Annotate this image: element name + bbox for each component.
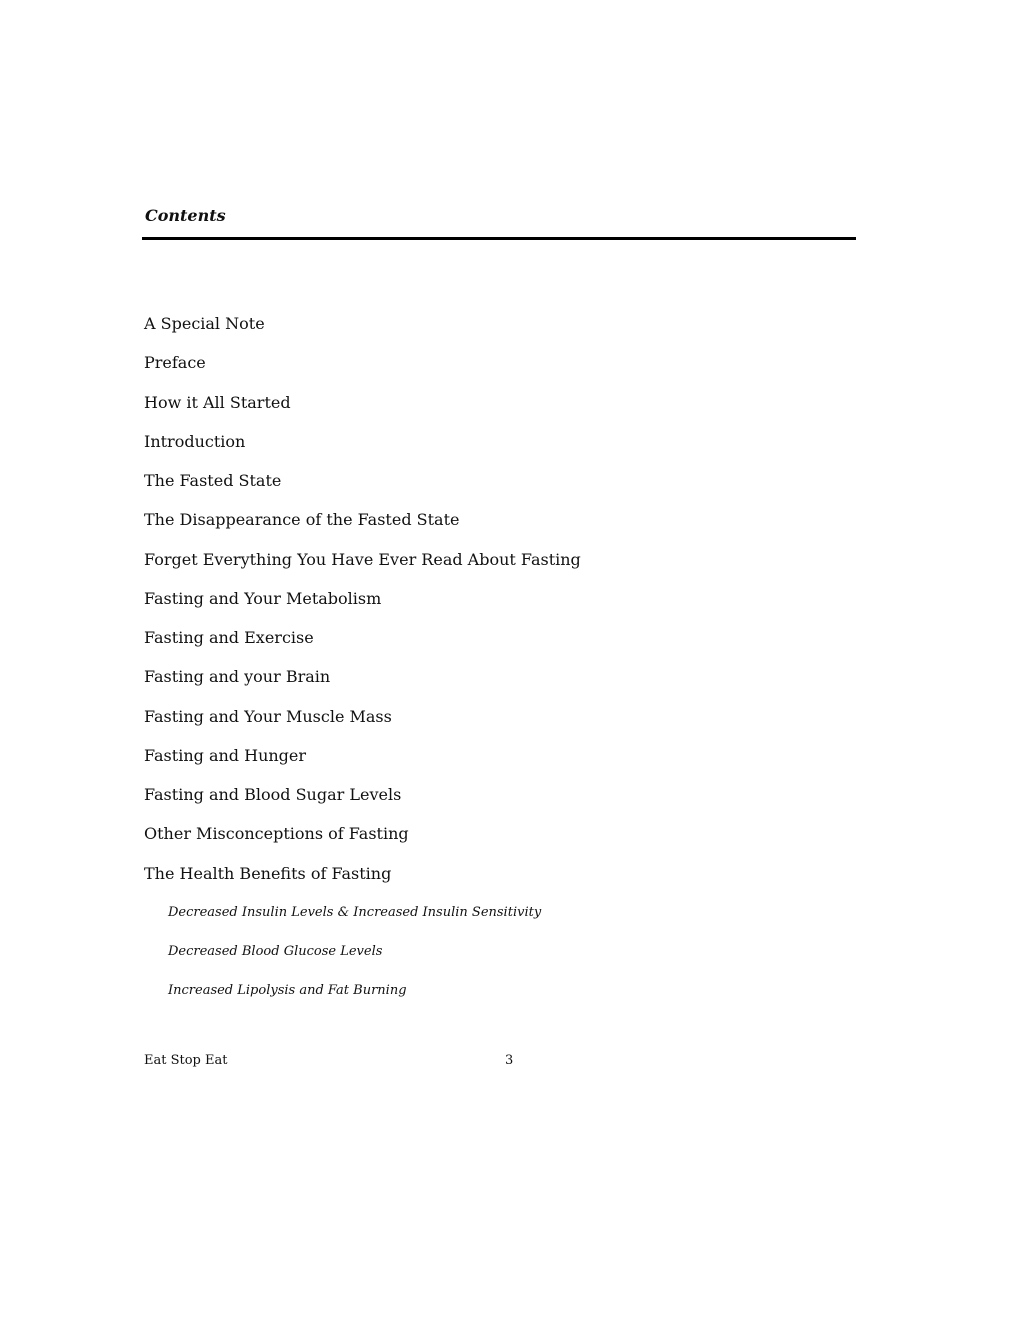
toc-subitem[interactable]: Increased Lipolysis and Fat Burning [168, 983, 407, 999]
footer-page-number: 3 [505, 1053, 514, 1068]
heading-rule [142, 237, 856, 240]
toc-item[interactable]: Fasting and Your Metabolism [144, 588, 382, 608]
footer-book-title: Eat Stop Eat [144, 1053, 228, 1068]
toc-subitem[interactable]: Decreased Insulin Levels & Increased Insulin Sensitivity [168, 904, 542, 920]
toc-item[interactable]: Fasting and Your Muscle Mass [144, 706, 392, 726]
toc-item[interactable]: Introduction [144, 431, 246, 451]
toc-item[interactable]: How it All Started [144, 392, 291, 412]
toc-item[interactable]: Fasting and your Brain [144, 667, 331, 687]
toc-item[interactable]: Fasting and Exercise [144, 628, 314, 647]
toc-item[interactable]: Other Misconceptions of Fasting [144, 824, 409, 844]
contents-heading: Contents [145, 206, 226, 225]
toc-item[interactable]: The Disappearance of the Fasted State [144, 510, 460, 530]
toc-item[interactable]: A Special Note [144, 314, 265, 333]
toc-item[interactable]: Fasting and Hunger [144, 745, 307, 765]
toc-item[interactable]: The Health Benefits of Fasting [144, 863, 392, 883]
toc-item[interactable]: The Fasted State [144, 471, 282, 490]
table-of-contents [144, 314, 844, 1021]
toc-item[interactable]: Forget Everything You Have Ever Read About Fasting [144, 549, 581, 569]
toc-item[interactable]: Preface [144, 353, 206, 373]
toc-subitem[interactable]: Decreased Blood Glucose Levels [168, 944, 383, 959]
toc-item[interactable]: Fasting and Blood Sugar Levels [144, 785, 402, 804]
